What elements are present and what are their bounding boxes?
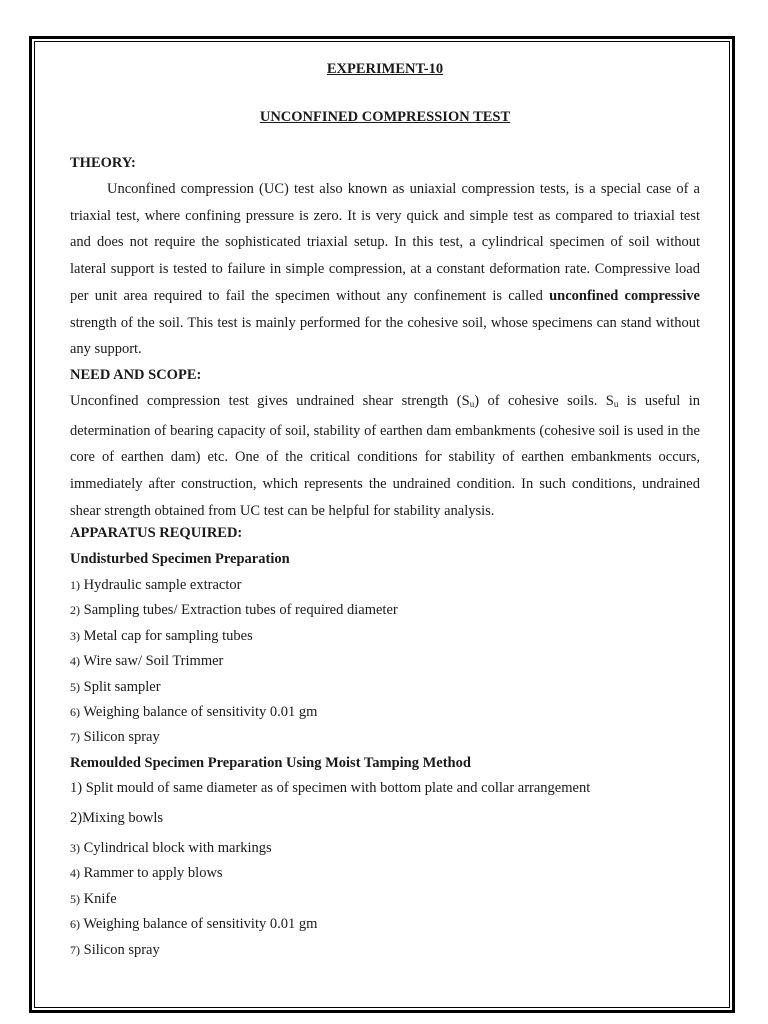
list-item: 6) Weighing balance of sensitivity 0.01 gm — [70, 703, 318, 720]
theory-text-1: Unconfined compression (UC) test also known as uniaxial compression tests, is a special case of a triaxial test, where confining pressure is zero. It is very quick and simple test as compared to triaxial test and does not require the sophisticated triaxial setup. In this test, a cylindrical specimen of soil without lateral support is tested to failure in simple compression, at a constant deformation rate. Compressive load per unit area required to fail the specimen without any confinement is called — [70, 181, 700, 304]
list-item: 5) Knife — [70, 890, 117, 907]
undisturbed-heading: Undisturbed Specimen Preparation — [70, 551, 290, 567]
theory-text-2: strength of the soil. This test is mainly performed for the cohesive soil, whose specimens can stand without any support. — [70, 314, 700, 358]
experiment-title: EXPERIMENT-10 — [326, 61, 444, 77]
test-title: UNCONFINED COMPRESSION TEST — [259, 109, 511, 125]
need-text-2: ) of cohesive soils. S — [474, 393, 614, 409]
list-item: 2) Sampling tubes/ Extraction tubes of required diameter — [70, 602, 398, 619]
list-item: 7) Silicon spray — [70, 941, 160, 958]
list-item: 3) Cylindrical block with markings — [70, 840, 272, 856]
list-item: 4) Rammer to apply blows — [70, 865, 223, 882]
need-text-1: Unconfined compression test gives undrained shear strength (S — [70, 393, 470, 409]
list-item: 6) Weighing balance of sensitivity 0.01 gm — [70, 916, 318, 933]
theory-paragraph — [70, 176, 700, 363]
apparatus-heading: APPARATUS REQUIRED: — [70, 525, 243, 541]
list-item: 3) Metal cap for sampling tubes — [70, 627, 253, 644]
need-scope-paragraph — [70, 388, 700, 525]
remoulded-list — [70, 836, 700, 963]
list-item: 4) Wire saw/ Soil Trimmer — [70, 653, 224, 670]
theory-bold-term: unconfined compressive — [549, 287, 700, 304]
list-item: 1) Hydraulic sample extractor — [70, 577, 242, 593]
theory-heading: THEORY: — [70, 155, 136, 171]
remoulded-heading: Remoulded Specimen Preparation Using Moist Tamping Method — [70, 755, 471, 771]
need-scope-heading: NEED AND SCOPE: — [70, 367, 202, 383]
need-text-3: is useful in determination of bearing capacity of soil, stability of earthen dam embankments (cohesive soil is used in the core of earthen dam) etc. One of the critical conditions for stability of earthen embankments occurs, immediately after construction, which represents the undrained condition. In such conditions, undrained shear strength obtained from UC test can be helpful for stability analysis. — [70, 393, 701, 519]
need-sub-2: u — [613, 399, 619, 409]
remoulded-item-2: 2)Mixing bowls — [70, 810, 164, 826]
undisturbed-list — [70, 573, 700, 751]
list-item: 5) Split sampler — [70, 678, 161, 695]
list-item: 7) Silicon spray — [70, 729, 160, 746]
remoulded-item-1: 1) Split mould of same diameter as of specimen with bottom plate and collar arrangement — [70, 780, 591, 796]
need-sub-1: u — [469, 399, 475, 409]
